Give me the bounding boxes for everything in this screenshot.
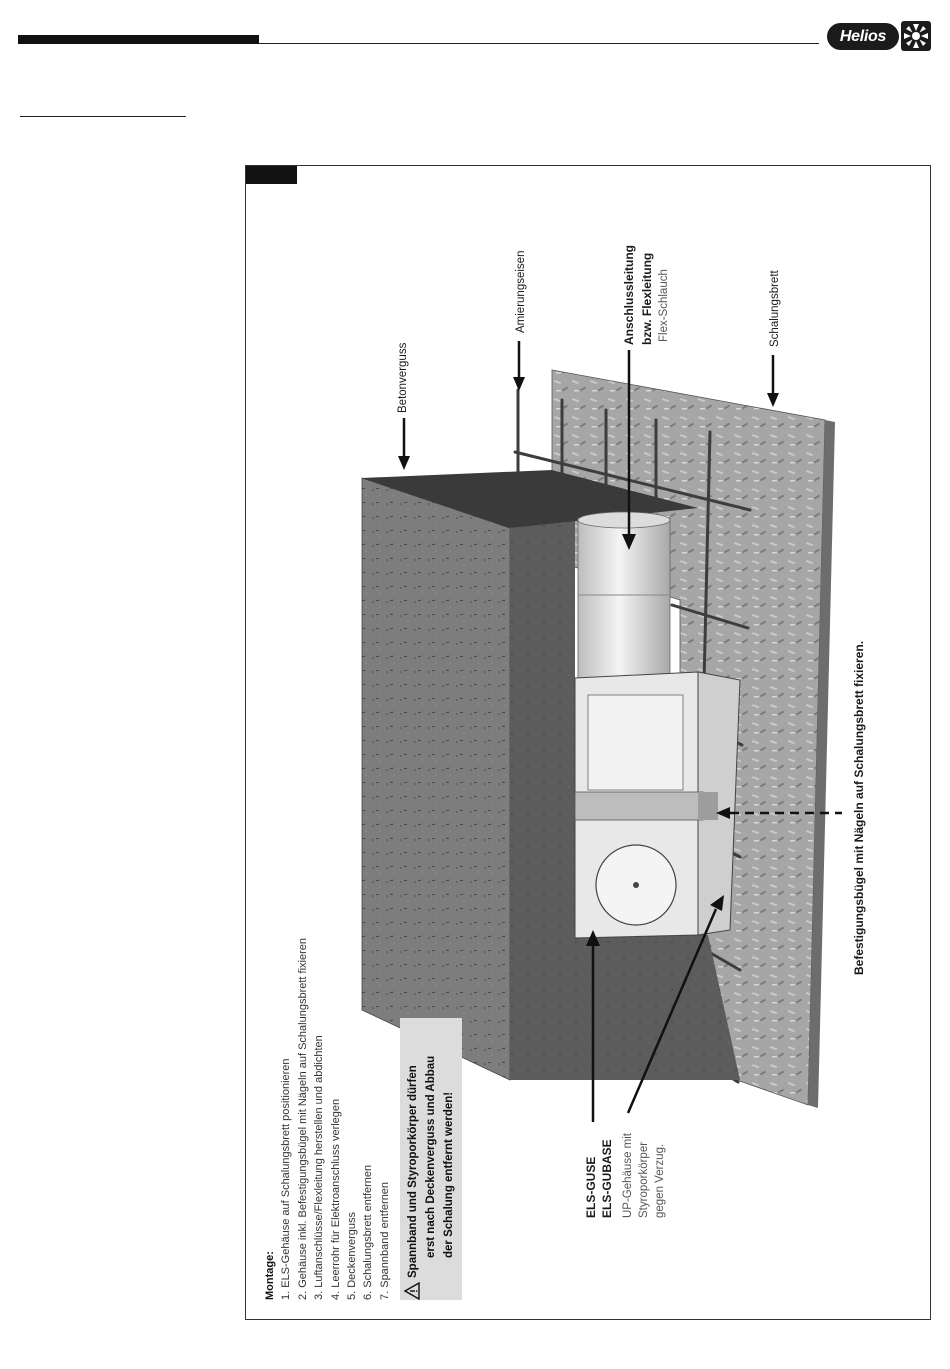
label-els-guse: ELS-GUSE [584, 1156, 598, 1218]
label-flexleitung: bzw. Flexleitung [640, 252, 654, 345]
label-up-gehaeuse-2: Styroporkörper [638, 1141, 650, 1218]
warning-text [404, 1056, 458, 1278]
figure-tab [246, 166, 297, 184]
header-bar-thick [18, 35, 259, 44]
label-anschlussleitung: Anschlussleitung [622, 244, 636, 345]
montage-step: 1. ELS-Gehäuse auf Schalungsbrett positionieren [280, 1058, 293, 1300]
label-schalungsbrett: Schalungsbrett [769, 270, 781, 347]
warning-icon [403, 1282, 421, 1300]
label-els-gubase: ELS-GUBASE [600, 1139, 614, 1218]
arrow-amierungseisen [513, 341, 525, 391]
montage-step: 2. Gehäuse inkl. Befestigungsbügel mit Nägeln auf Schalungsbrett fixieren [296, 938, 309, 1300]
warning-line: Spannband und Styroporkörper dürfen [407, 1065, 419, 1278]
arrow-anschlussleitung [622, 350, 636, 550]
montage-step: 3. Luftanschlüsse/Flexleitung herstellen und abdichten [313, 1035, 326, 1300]
label-up-gehaeuse-1: UP-Gehäuse mit [622, 1132, 634, 1218]
label-befestigung: Befestigungsbügel mit Nägeln auf Schalungsbrett fixieren. [852, 640, 866, 975]
montage-step: 5. Deckenverguss [346, 1211, 359, 1300]
warning-line: der Schalung entfernt werden! [443, 1091, 455, 1258]
logo-wordmark: Helios [827, 23, 899, 50]
header-rule [259, 43, 819, 44]
montage-step: 6. Schalungsbrett entfernen [362, 1164, 375, 1300]
label-flex-schlauch: Flex-Schlauch [658, 269, 670, 342]
fan-icon [901, 21, 931, 51]
label-up-gehaeuse-3: gegen Verzug. [654, 1143, 666, 1218]
montage-list [262, 938, 393, 1300]
arrow-befestigung [716, 806, 842, 820]
label-betonverguss: Betonverguss [397, 342, 409, 413]
section-rule [20, 116, 186, 117]
warning-line: erst nach Deckenverguss und Abbau [425, 1055, 437, 1258]
arrow-betonverguss [398, 418, 410, 470]
arrow-schalungsbrett [767, 355, 779, 407]
arrow-els-guse [586, 930, 600, 1122]
arrow-up-gehaeuse [620, 895, 730, 1115]
helios-logo [827, 19, 931, 53]
montage-step: 4. Leerrohr für Elektroanschluss verlegen [329, 1098, 342, 1300]
tension-band [575, 792, 703, 820]
label-amierungseisen: Amierungseisen [515, 250, 527, 333]
montage-step: 7. Spannband entfernen [378, 1181, 391, 1300]
montage-title: Montage: [264, 1251, 276, 1300]
